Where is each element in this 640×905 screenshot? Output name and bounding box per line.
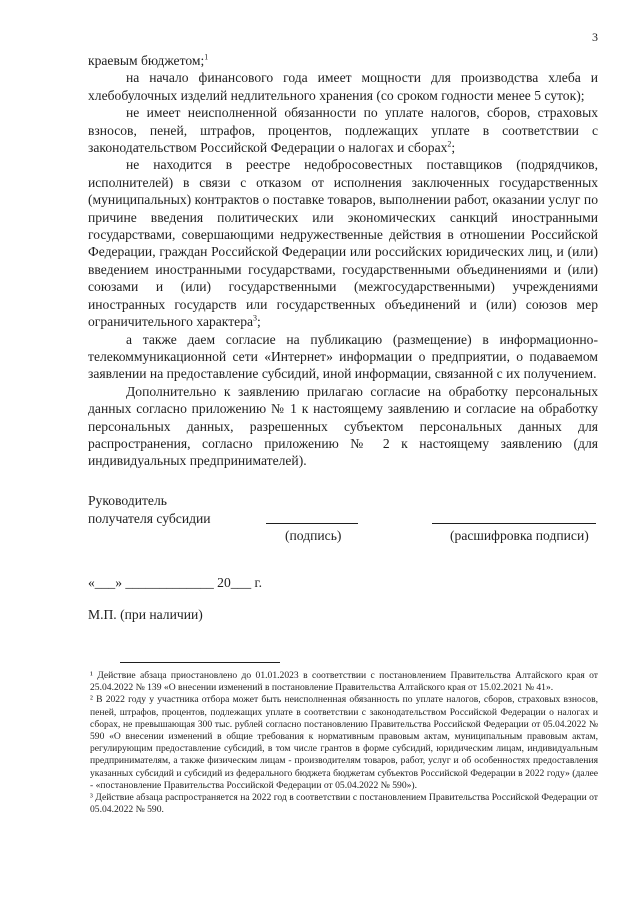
paragraph-capacity: на начало финансового года имеет мощности для производства хлеба и хлебобулочных изделий недлительного хранения (со сроком годности менее 5 суток);: [88, 70, 598, 103]
paragraph-taxes: не имеет неисполненной обязанности по уплате налогов, сборов, страховых взносов, пеней, штрафов, процентов, подлежащих уплате в соответствии с законодательством Российской Федерации о налогах и сборах$^2$;: [88, 105, 598, 156]
footnote-1: ¹ Действие абзаца приостановлено до 01.01.2023 в соответствии с постановлением Правительства Алтайского края от 25.04.2022 № 139 «О внесении изменений в постановление Правительства Алтайского края от 15.02.2021 № 41».: [90, 670, 598, 694]
page-number: 3: [592, 30, 598, 44]
footnote-ref-3: 3: [253, 313, 258, 323]
decode-signature-caption: (расшифровка подписи): [450, 528, 589, 543]
paragraph-additional-consent: Дополнительно к заявлению прилагаю согласие на обработку персональных данных согласно приложению № 1 к настоящему заявлению и согласие на обработку персональных данных, разрешенных субъектом персональных данных для распространения, согласно приложению № 2 к настоящему заявлению (для индивидуальных предпринимателей).: [88, 383, 598, 469]
stamp-note: М.П. (при наличии): [88, 607, 203, 622]
paragraph-registry: не находится в реестре недобросовестных поставщиков (подрядчиков, исполнителей) в связи с отказом от исполнения заключенных государственных (муниципальных) контрактов о поставке товаров, выполнении работ, оказании услуг по причине введения политических или экономических санкций иностранными государствами, совершающими недружественные действия в отношении Российской Федерации, граждан Российской Федерации или российских юридических лиц, и (или) введением иностранными государствами, государственными объединениями и (или) союзами и (или) государственными (межгосударственными) учреждениями иностранных государств или государственных объединений и (или) союзов мер ограничительного характера$^3$;: [88, 157, 598, 330]
paragraph-budget: краевым бюджетом;$^1$: [88, 52, 209, 68]
footnote-ref-2: 2: [447, 139, 452, 149]
footnote-separator: [120, 662, 280, 663]
footnote-2: ² В 2022 году у участника отбора может быть неисполненная обязанность по уплате налогов, сборов, страховых взносов, пеней, штрафов, процентов, подлежащих уплате в соответствии с законодательством Российской Федерации о налогах и сборах, не превышающая 300 тыс. рублей согласно постановлению Правительства Российской Федерации от 05.04.2022 № 590 «О внесении изменений в общие требования к нормативным правовым актам, муниципальным правовым актам, регулирующим предоставление субсидий, в том числе грантов в форме субсидий, юридическим лицам, индивидуальным предпринимателям, а также физическим лицам - производителям товаров, работ, услуг и об особенностях предоставления указанных субсидий и субсидий из федерального бюджета бюджетам субъектов Российской Федерации в 2022 году» (далее - «постановление Правительства Российской Федерации от 05.04.2022 № 590»).: [90, 694, 598, 791]
decode-signature-line: [432, 523, 596, 524]
signatory-role-line2: получателя субсидии: [88, 511, 211, 526]
footnote-3: ³ Действие абзаца распространяется на 2022 год в соответствии с постановлением Правительства Российской Федерации от 05.04.2022 № 590.: [90, 792, 598, 816]
body-text: [88, 52, 598, 470]
paragraph-consent-publication: а также даем согласие на публикацию (размещение) в информационно-телекоммуникационной сети «Интернет» информации о предприятии, о подаваемом заявлении на предоставление субсидий, иной информации, связанной с их получением.: [88, 331, 598, 382]
date-line: «___» _____________ 20___ г.: [88, 575, 262, 590]
footnotes: [90, 670, 598, 816]
signature-caption: (подпись): [285, 528, 342, 543]
footnote-ref-1: 1: [204, 52, 209, 62]
signature-line: [266, 523, 358, 524]
signatory-role-line1: Руководитель: [88, 493, 167, 508]
